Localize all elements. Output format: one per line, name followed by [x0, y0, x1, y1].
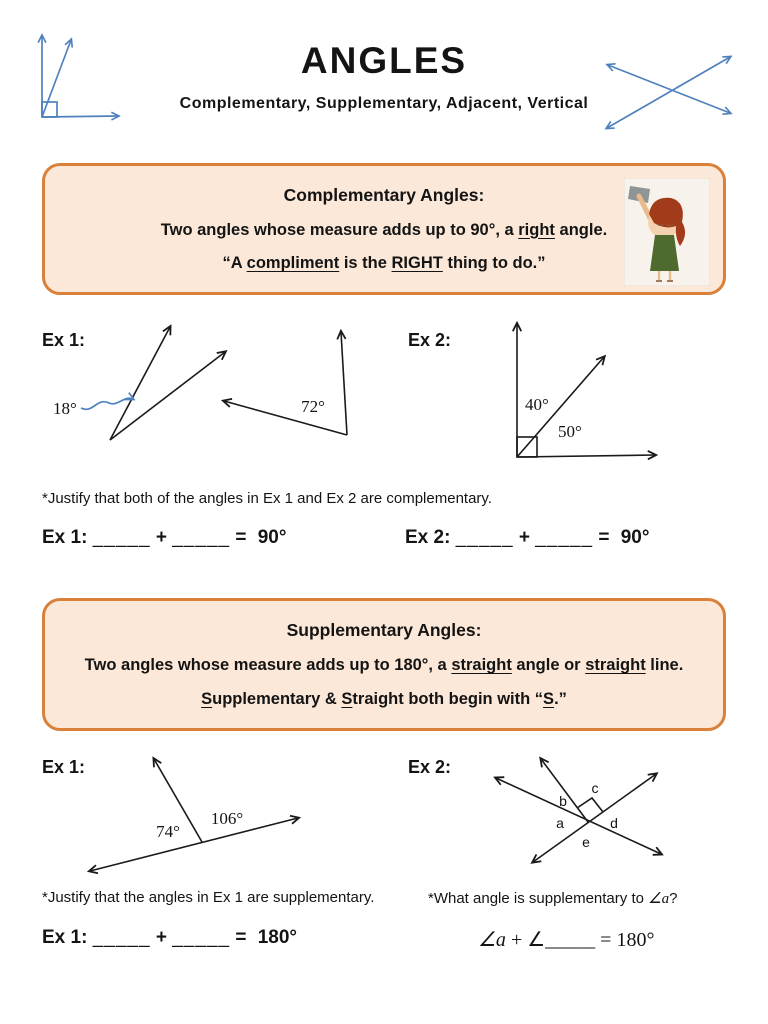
answer-blank: _____	[92, 927, 151, 948]
supp-ex2-diagram	[480, 748, 695, 883]
comp-ex1-label: Ex 1:	[42, 330, 86, 350]
angle-50-label: 50°	[558, 422, 582, 441]
equals-sign: =	[235, 927, 247, 948]
sum-value: 90°	[620, 527, 650, 548]
supp-question-prompt	[428, 889, 677, 908]
sum-value: 180°	[616, 929, 655, 951]
supplementary-definition-box	[42, 598, 726, 731]
angle-40-label: 40°	[525, 395, 549, 414]
answer-blank: _____	[172, 527, 231, 548]
angle-b-label: b	[559, 793, 567, 809]
eq-label: Ex 2:	[405, 527, 451, 548]
text: line.	[645, 656, 684, 674]
text: .”	[554, 690, 567, 708]
sum-value: 90°	[257, 527, 287, 548]
angle-a-reference: ∠a	[648, 891, 670, 907]
answer-blank: _____	[172, 927, 231, 948]
underlined-letter: S	[341, 690, 353, 708]
angle-a-label: a	[556, 815, 564, 831]
angle-a-term: ∠a	[478, 929, 506, 951]
comp-ex2-label: Ex 2:	[408, 330, 452, 350]
plus-sign: +	[510, 929, 523, 951]
comp-ex1-equation	[42, 527, 286, 549]
page-title: ANGLES	[300, 40, 468, 81]
supp-ex1-label: Ex 1:	[42, 757, 86, 777]
underlined-word: right	[518, 220, 555, 239]
equals-sign: =	[598, 527, 610, 548]
complementary-mnemonic	[63, 254, 705, 273]
text: traight both begin with “	[352, 690, 544, 708]
eq-label: Ex 1:	[42, 527, 88, 548]
text: upplementary &	[212, 690, 342, 708]
supp-ex2-label: Ex 2:	[408, 757, 452, 777]
girl-illustration	[624, 178, 710, 286]
complementary-heading: Complementary Angles:	[283, 184, 485, 205]
angle-e-label: e	[582, 834, 590, 850]
comp-ex2-diagram	[430, 310, 680, 470]
text: angle.	[554, 220, 608, 239]
answer-blank: _____	[535, 527, 594, 548]
text: thing to do.”	[442, 254, 546, 273]
angle-74-label: 74°	[156, 822, 180, 841]
text: angle or	[511, 656, 586, 674]
supplementary-mnemonic	[63, 690, 705, 709]
text: “A	[222, 254, 247, 273]
supplementary-definition	[63, 656, 705, 675]
supp-angle-a-equation	[478, 927, 654, 952]
text: ?	[669, 890, 678, 907]
comp-ex2-equation	[405, 527, 649, 549]
comp-justify-prompt: *Justify that both of the angles in Ex 1 and Ex 2 are complementary.	[42, 490, 492, 507]
equals-sign: =	[600, 929, 612, 951]
supp-ex1-diagram	[55, 748, 335, 888]
sum-value: 180°	[257, 927, 298, 948]
plus-sign: +	[155, 927, 167, 948]
text: Two angles whose measure adds up to 90°, a	[160, 220, 519, 239]
complementary-definition	[63, 221, 705, 240]
angle-72-label: 72°	[301, 397, 325, 416]
plus-sign: +	[518, 527, 530, 548]
underlined-letter: S	[201, 690, 213, 708]
angle-d-label: d	[610, 815, 618, 831]
supplementary-heading: Supplementary Angles:	[286, 620, 482, 640]
underlined-word: straight	[451, 656, 512, 674]
underlined-word: straight	[585, 656, 646, 674]
page-subtitle: Complementary, Supplementary, Adjacent, Vertical	[179, 95, 589, 112]
text: is the	[339, 254, 392, 273]
equals-sign: =	[235, 527, 247, 548]
angle-c-label: c	[591, 780, 599, 796]
underlined-word: compliment	[246, 254, 340, 273]
underlined-word: RIGHT	[391, 254, 443, 273]
angle-106-label: 106°	[210, 809, 244, 828]
supp-justify-prompt: *Justify that the angles in Ex 1 are supplementary.	[42, 889, 375, 906]
text: Two angles whose measure adds up to 180°, a	[84, 656, 452, 674]
comp-ex1-diagram	[45, 315, 390, 465]
plus-sign: +	[155, 527, 167, 548]
angle-18-label: 18°	[53, 399, 77, 418]
answer-blank: _____	[455, 527, 514, 548]
angle-symbol: ∠	[527, 929, 546, 951]
underlined-letter: S	[543, 690, 555, 708]
text: *What angle is supplementary to	[428, 890, 649, 907]
supp-ex1-equation	[42, 927, 297, 949]
eq-label: Ex 1:	[42, 927, 88, 948]
answer-blank: _____	[92, 527, 151, 548]
answer-blank: _____	[545, 929, 596, 951]
